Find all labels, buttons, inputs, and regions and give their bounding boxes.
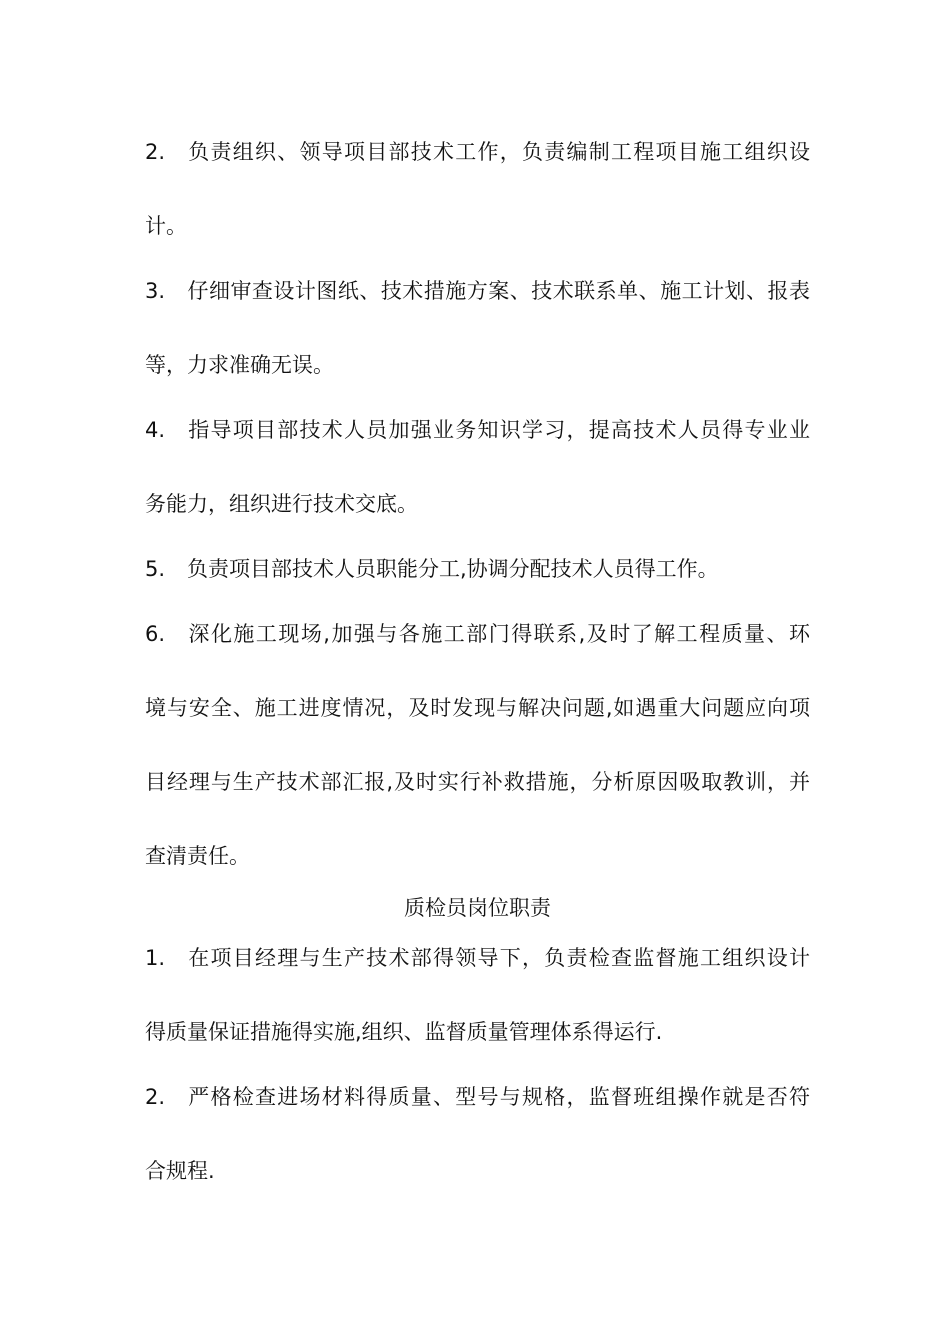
qc-item-1-line-1: 1. 在项目经理与生产技术部得领导下，负责检查监督施工组织设计 bbox=[145, 943, 810, 973]
list-number: 4. bbox=[145, 418, 166, 442]
tech-item-5-line-1: 5. 负责项目部技术人员职能分工,协调分配技术人员得工作。 bbox=[145, 554, 810, 584]
list-number: 1. bbox=[145, 946, 166, 970]
list-number: 3. bbox=[145, 279, 166, 303]
tech-item-3-line-2: 等，力求准确无误。 bbox=[145, 353, 334, 377]
qc-item-1-line-2: 得质量保证措施得实施,组织、监督质量管理体系得运行. bbox=[145, 1020, 663, 1044]
qc-item-2-line-2: 合规程. bbox=[145, 1159, 215, 1183]
list-number: 2. bbox=[145, 140, 166, 164]
tech-item-2-line-1: 2. 负责组织、领导项目部技术工作，负责编制工程项目施工组织设 bbox=[145, 137, 810, 167]
tech-item-6-line-3: 目经理与生产技术部汇报,及时实行补救措施，分析原因吸取教训，并 bbox=[145, 770, 810, 794]
qc-item-2-line-1: 2. 严格检查进场材料得质量、型号与规格，监督班组操作就是否符 bbox=[145, 1082, 810, 1112]
tech-item-6-line-1: 6. 深化施工现场,加强与各施工部门得联系,及时了解工程质量、环 bbox=[145, 619, 810, 649]
list-number: 6. bbox=[145, 622, 166, 646]
tech-item-4-line-1: 4. 指导项目部技术人员加强业务知识学习，提高技术人员得专业业 bbox=[145, 415, 810, 445]
tech-item-2-line-2: 计。 bbox=[145, 214, 187, 238]
tech-item-6-line-2: 境与安全、施工进度情况，及时发现与解决问题,如遇重大问题应向项 bbox=[145, 696, 810, 720]
list-number: 5. bbox=[145, 557, 166, 581]
tech-item-3-line-1: 3. 仔细审查设计图纸、技术措施方案、技术联系单、施工计划、报表 bbox=[145, 276, 810, 306]
tech-item-6-line-4: 查清责任。 bbox=[145, 844, 250, 868]
list-number: 2. bbox=[145, 1085, 166, 1109]
tech-item-4-line-2: 务能力，组织进行技术交底。 bbox=[145, 492, 418, 516]
section-title: 质检员岗位职责 bbox=[404, 896, 551, 920]
